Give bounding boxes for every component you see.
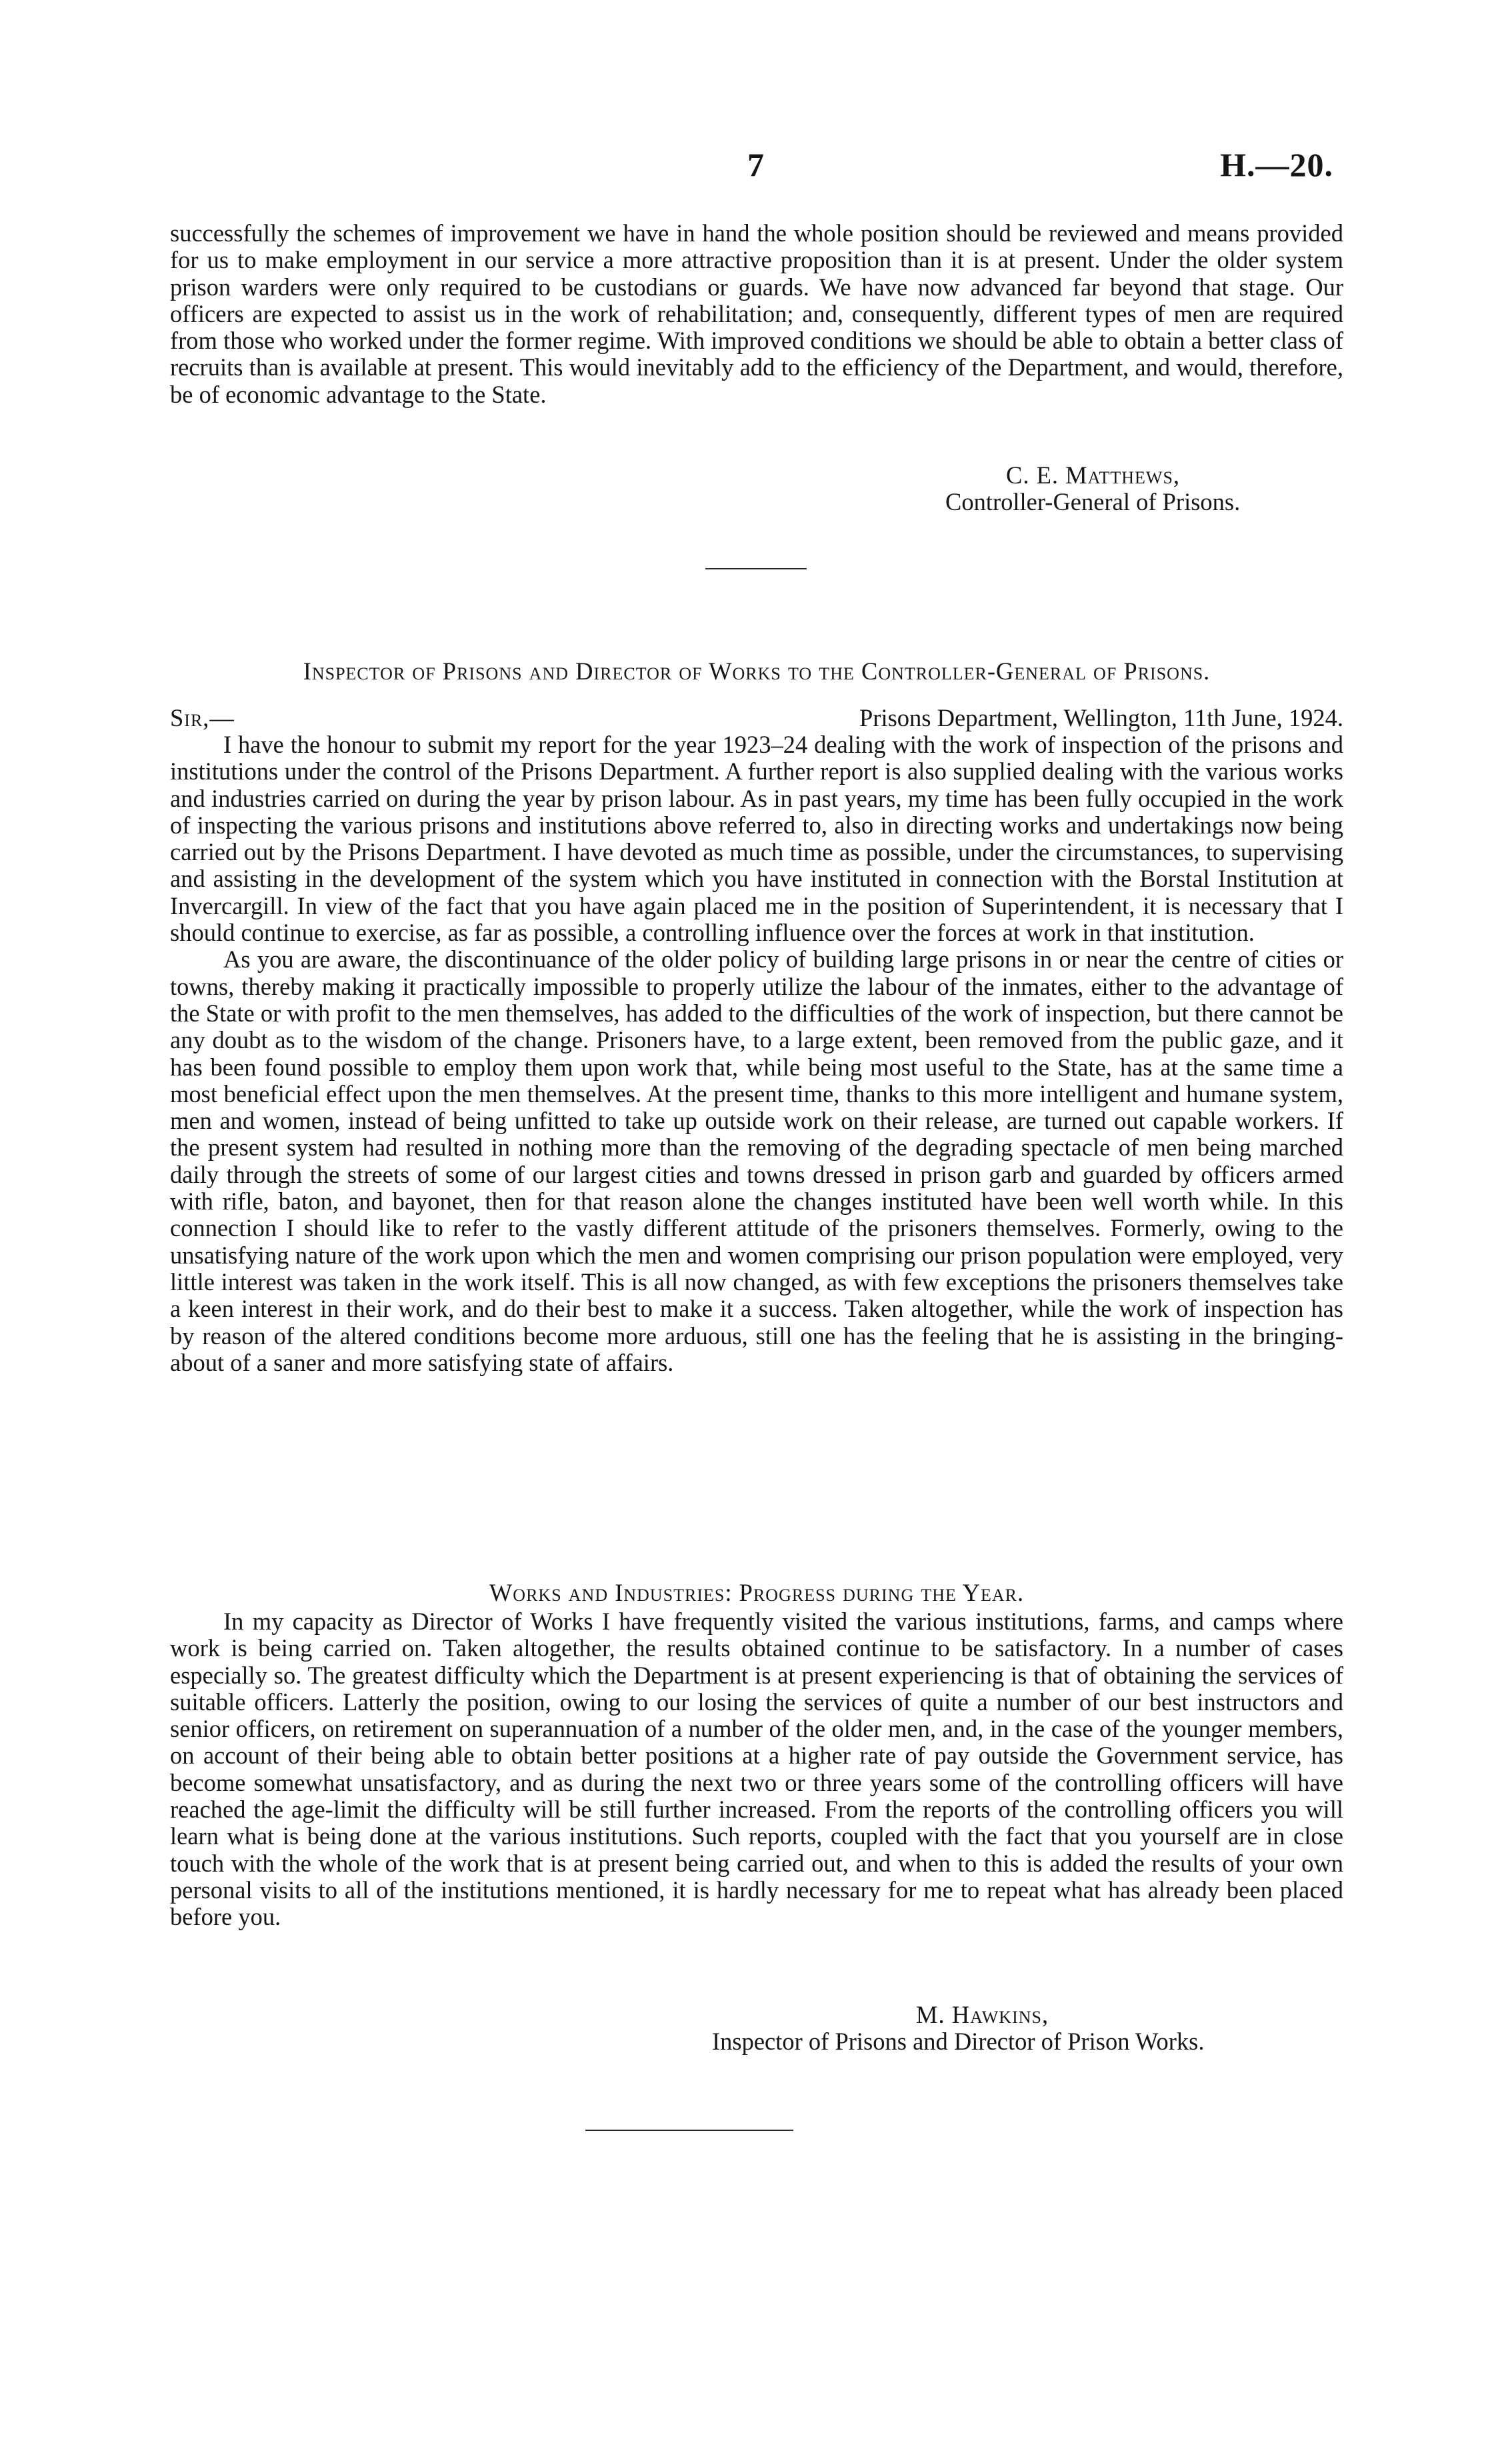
letter-body — [170, 731, 1343, 1376]
signature-matthews-title: Controller-General of Prisons. — [945, 488, 1241, 515]
signature-hawkins-name — [916, 2002, 1049, 2028]
end-divider — [585, 2130, 793, 2131]
letter-paragraph-1: I have the honour to submit my report for the year 1923–24 dealing with the work of inspection of the prisons and institutions under the control of the Prisons Department. A further report is also supplied dealing with the various works and industries carried on during the year by prison labour. As in past years, my time has been fully occupied in the work of inspecting the various prisons and institutions above referred to, also in directing works and undertakings now being carried out by the Prisons Department. I have devoted as much time as possible, under the circumstances, to supervising and assisting in the development of the system which you have instituted in connection with the Borstal Institution at Invercargill. In view of the fact that you have again placed me in the position of Superintendent, it is necessary that I should continue to exercise, as far as possible, a controlling influence over the forces at work in that institution. — [170, 731, 1343, 947]
page-number: 7 — [747, 146, 765, 183]
document-code: H.—20. — [1220, 146, 1333, 183]
letter-address-date: Prisons Department, Wellington, 11th June, 1924. — [859, 704, 1343, 731]
works-section-body — [170, 1608, 1343, 1931]
signature-name-hawkins: M. Hawkins, — [916, 2001, 1049, 2028]
works-paragraph: In my capacity as Director of Works I have frequently visited the various institutions, farms, and camps where work is being carried on. Taken altogether, the results obtained continue to be satisfactory. In a number of cases especially so. The greatest difficulty which the Department is at present experiencing is that of obtaining the services of suitable officers. Latterly the position, owing to our losing the services of quite a number of our best instructors and senior officers, on retirement on superannuation of a number of the older men, and, in the case of the younger members, on account of their being able to obtain better positions at a higher rate of pay outside the Government service, has become somewhat unsatisfactory, and as during the next two or three years some of the controlling officers will have reached the age-limit the difficulty will be still further increased. From the reports of the controlling officers you will learn what is being done at the various institutions. Such reports, coupled with the fact that you yourself are in close touch with the whole of the work that is at present being carried out, and when to this is added the results of your own personal visits to all of the institutions mentioned, it is hardly necessary for me to repeat what has already been placed before you. — [170, 1608, 1343, 1931]
intro-paragraph: successfully the schemes of improvement we have in hand the whole position should be reviewed and means provided for us to make employment in our service a more attractive proposition than it is at present. Under the older system prison warders were only required to be custodians or guards. We have now advanced far beyond that stage. Our officers are expected to assist us in the work of rehabilitation; and, consequently, different types of men are required from those who worked under the former regime. With improved conditions we should be able to obtain a better class of recruits than is available at present. This would inevitably add to the efficiency of the Department, and would, therefore, be of economic advantage to the State. — [170, 219, 1343, 408]
section-divider — [705, 568, 807, 569]
works-section-heading — [170, 1580, 1343, 1606]
letter-heading — [170, 658, 1343, 685]
signature-hawkins-title: Inspector of Prisons and Director of Prison Works. — [712, 2028, 1205, 2055]
salutation-text: Sir,— — [170, 704, 235, 731]
salutation — [170, 705, 235, 731]
works-heading-text: Works and Industries: Progress during the Year. — [489, 1579, 1025, 1606]
signature-name: C. E. Matthews, — [1006, 461, 1181, 489]
letter-paragraph-2: As you are aware, the discontinuance of the older policy of building large prisons in or near the centre of cities or towns, thereby making it practically impossible to properly utilize the labour of the inmates, either to the advantage of the State or with profit to the men themselves, has added to the difficulties of the work of inspection, but there cannot be any doubt as to the wisdom of the change. Prisoners have, to a large extent, been removed from the public gaze, and it has been found possible to employ them upon work that, while being most useful to the State, has at the same time a most beneficial effect upon the men themselves. At the present time, thanks to this more intelligent and humane system, men and women, instead of being unfitted to take up outside work on their release, are turned out capable workers. If the present system had resulted in nothing more than the removing of the degrading spectacle of men being marched daily through the streets of some of our largest cities and towns dressed in prison garb and guarded by officers armed with rifle, baton, and bayonet, then for that reason alone the changes instituted have been well worth while. In this connection I should like to refer to the vastly different attitude of the prisoners themselves. Formerly, owing to the unsatisfying nature of the work upon which the men and women comprising our prison population were employed, very little interest was taken in the work itself. This is all now changed, as with few exceptions the prisoners themselves take a keen interest in their work, and do their best to make it a success. Taken altogether, while the work of inspection has by reason of the altered conditions become more arduous, still one has the feeling that he is assisting in the bringing-about of a saner and more satisfying state of affairs. — [170, 945, 1343, 1376]
signature-matthews-name — [1006, 462, 1180, 489]
intro-paragraph-block — [170, 220, 1343, 408]
letter-heading-text: Inspector of Prisons and Director of Works to the Controller-General of Prisons. — [303, 657, 1211, 685]
